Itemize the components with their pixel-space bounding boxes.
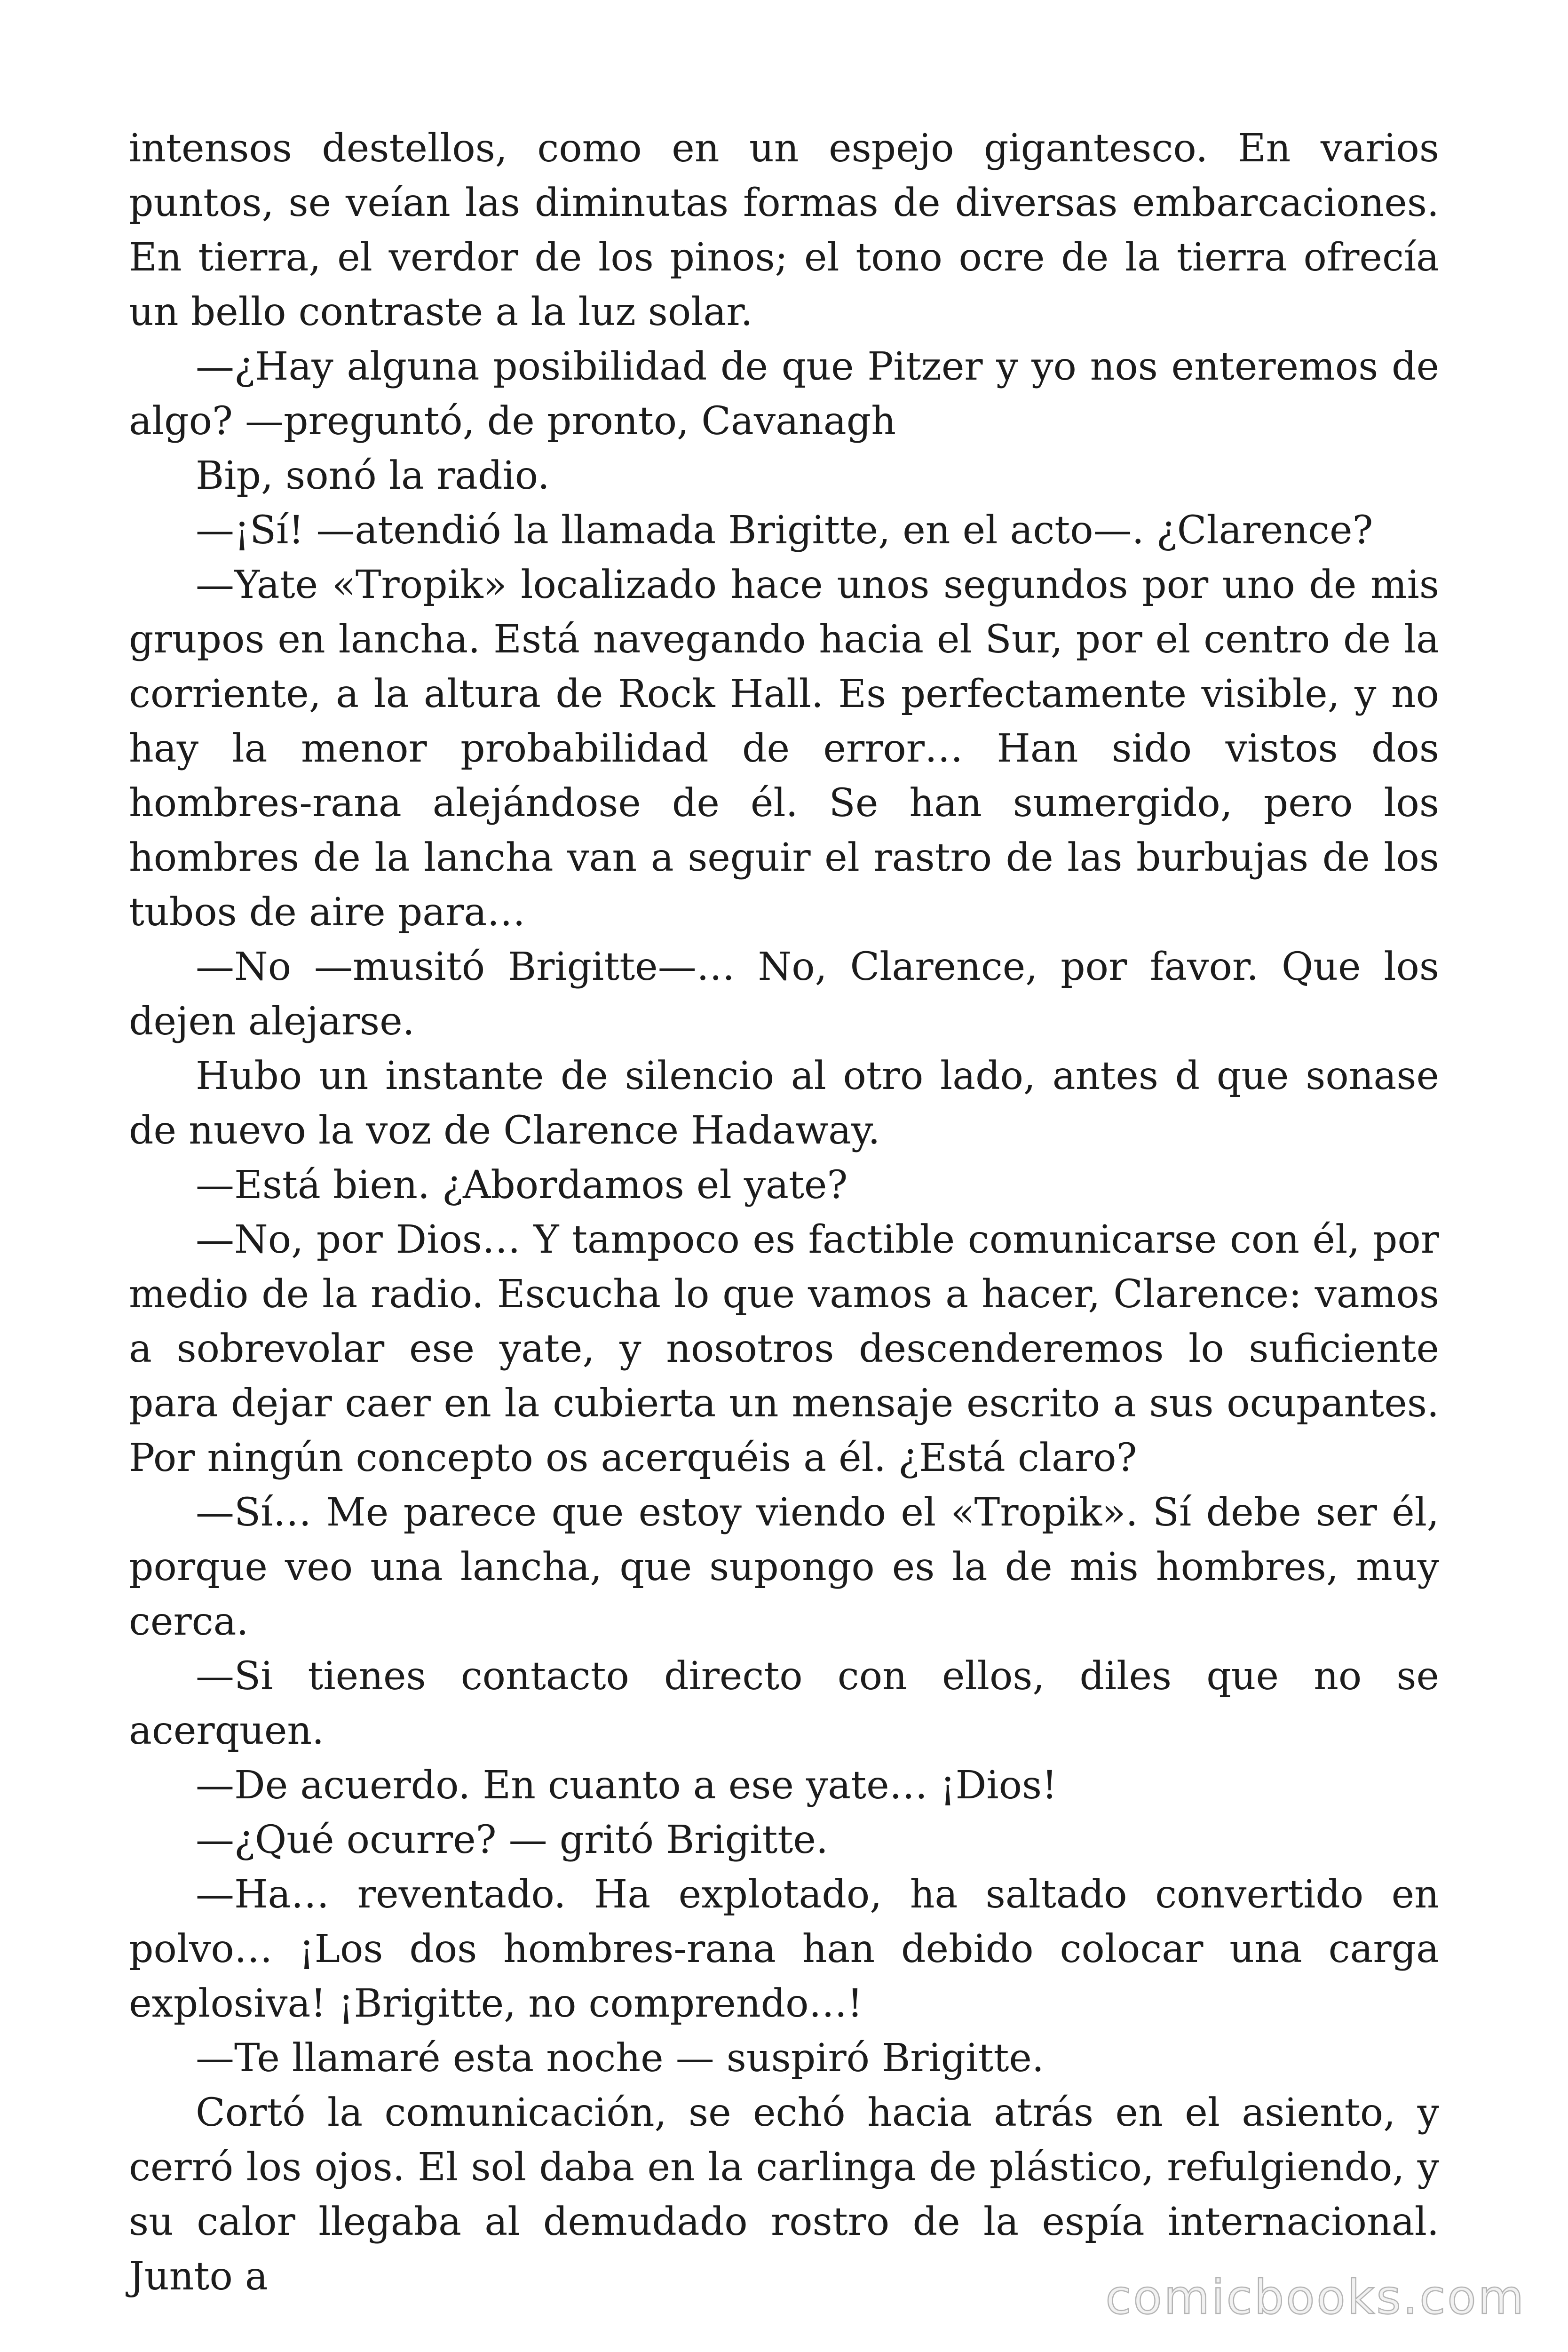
- paragraph-9: —No, por Dios… Y tampoco es factible comunicarse con él, por medio de la radio. Escucha lo que vamos a hacer, Clarence: vamos a sobrevolar ese yate, y nosotros descenderemos lo suficiente para dejar caer en la cubierta un mensaje escrito a sus ocupantes. Por ningún concepto os acerquéis a él. ¿Está claro?: [129, 1217, 1439, 1480]
- paragraph-10: —Sí… Me parece que estoy viendo el «Tropik». Sí debe ser él, porque veo una lancha, que supongo es la de mis hombres, muy cerca.: [129, 1490, 1439, 1644]
- paragraph-6: —No —musitó Brigitte—… No, Clarence, por favor. Que los dejen alejarse.: [129, 945, 1439, 1044]
- site-watermark: comicbooks.com: [1105, 2270, 1526, 2325]
- paragraph-5: —Yate «Tropik» localizado hace unos segundos por uno de mis grupos en lancha. Está navegando hacia el Sur, por el centro de la corriente, a la altura de Rock Hall. Es perfectamente visible, y no hay la menor probabilidad de error… Han sido vistos dos hombres-rana alejándose de él. Se han sumergido, pero los hombres de la lancha van a seguir el rastro de las burbujas de los tubos de aire para…: [129, 563, 1439, 935]
- paragraph-4: —¡Sí! —atendió la llamada Brigitte, en el acto—. ¿Clarence?: [196, 508, 1373, 553]
- paragraph-3: Bip, sonó la radio.: [196, 453, 550, 498]
- paragraph-2: —¿Hay alguna posibilidad de que Pitzer y yo nos enteremos de algo? —preguntó, de pronto, Cavanagh: [129, 344, 1439, 444]
- paragraph-15: —Te llamaré esta noche — suspiró Brigitte.: [196, 2036, 1044, 2081]
- paragraph-14: —Ha… reventado. Ha explotado, ha saltado convertido en polvo… ¡Los dos hombres-rana han debido colocar una carga explosiva! ¡Brigitte, no comprendo…!: [129, 1872, 1439, 2026]
- book-page-body: [129, 121, 1439, 2304]
- paragraph-12: —De acuerdo. En cuanto a ese yate… ¡Dios!: [196, 1763, 1058, 1808]
- paragraph-11: —Si tienes contacto directo con ellos, diles que no se acerquen.: [129, 1654, 1439, 1753]
- paragraph-1: intensos destellos, como en un espejo gigantesco. En varios puntos, se veían las diminutas formas de diversas embarcaciones. En tierra, el verdor de los pinos; el tono ocre de la tierra ofrecía un bello contraste a la luz solar.: [129, 126, 1439, 334]
- paragraph-8: —Está bien. ¿Abordamos el yate?: [196, 1163, 848, 1208]
- paragraph-7: Hubo un instante de silencio al otro lado, antes d que sonase de nuevo la voz de Clarence Hadaway.: [129, 1054, 1439, 1153]
- paragraph-16: Cortó la comunicación, se echó hacia atrás en el asiento, y cerró los ojos. El sol daba en la carlinga de plástico, refulgiendo, y su calor llegaba al demudado rostro de la espía internacional. Junto a: [129, 2090, 1439, 2299]
- paragraph-13: —¿Qué ocurre? — gritó Brigitte.: [196, 1818, 828, 1862]
